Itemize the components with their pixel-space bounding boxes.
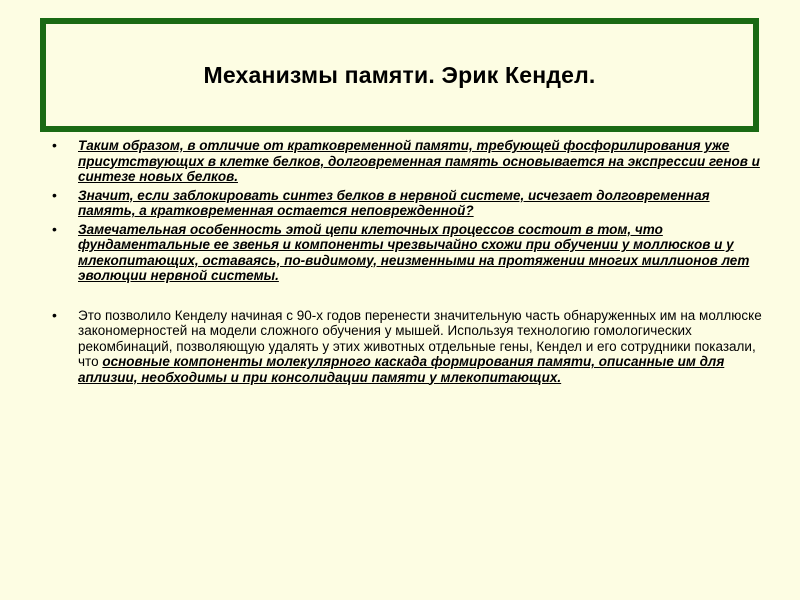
list-item-text: Значит, если заблокировать синтез белков в нервной системе, исчезает долговременная память, а кратковременная остается неповрежденной? [78,187,710,218]
list-item-plain-text: Это позволило Кенделу начиная с 90-х годов перенести значительную часть обнаруженных им на моллюске закономерностей на модели сложного обучения у мышей. Используя технологию гомологических рекомбинаций, позволяющую удалять у этих животных отдельные гены, Кендел и его сотрудники показали, что [78,307,762,369]
list-item-text [78,308,764,386]
list-item [52,188,764,219]
bullet-marker: • [52,137,57,153]
list-item [52,222,764,284]
list-item-text: Замечательная особенность этой цепи клеточных процессов состоит в том, что фундаментальные ее звенья и компоненты чрезвычайно схожи при обучении у моллюсков и у млекопитающих, оставаясь, по-видимому, неизменными на протяжении многих миллионов лет эволюции нервной системы. [78,221,750,283]
list-item-emphasized-text: основные компоненты молекулярного каскада формирования памяти, описанные им для аплизии, необходимы и при консолидации памяти у млекопитающих. [78,354,725,385]
bullet-list [52,138,764,385]
bullet-marker: • [52,220,57,237]
list-item-text: Таким образом, в отличие от кратковременной памяти, требующей фосфорилирования уже присутствующих в клетке белков, долговременная память основывается на экспрессии генов и синтезе новых белков. [78,138,760,184]
bullet-marker: • [52,306,57,323]
bullet-marker: • [52,186,57,203]
list-item [52,138,764,185]
slide-title: Механизмы памяти. Эрик Кендел. [203,61,596,88]
title-box [40,18,759,132]
list-item [52,308,764,386]
